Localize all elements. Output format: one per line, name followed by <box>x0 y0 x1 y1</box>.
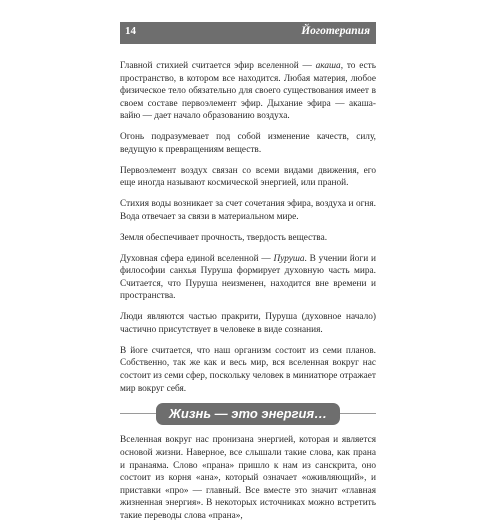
page-number: 14 <box>125 25 136 37</box>
section-banner: Жизнь — это энергия… <box>156 403 340 425</box>
emphasized-term: Пуруша <box>273 253 305 264</box>
text-run: Люди являются частью пракрити, Пуруша (духовное начало) частично присутствует в человеке в виде сознания. <box>120 312 376 335</box>
text-run: Главной стихией считается эфир вселенной — <box>120 61 316 71</box>
text-run: . В учении йоги и философии санхья Пуруша формирует духовную часть мира. Считается, что Пуруша неизменен, находится вне времени и пространства. <box>120 253 376 302</box>
running-title: Йоготерапия <box>301 25 370 37</box>
body-text-after-section <box>120 434 376 522</box>
paragraph <box>120 198 376 223</box>
section-heading <box>120 403 376 425</box>
paragraph <box>120 434 376 522</box>
paragraph <box>120 311 376 336</box>
paragraph <box>120 165 376 190</box>
text-run: Духовная сфера единой вселенной — <box>120 253 274 264</box>
paragraph <box>120 345 376 395</box>
text-run: В йоге считается, что наш организм состоит из семи планов. Собственно, так же как и весь мир, вся вселенная вокруг нас состоит из семи сфер, поскольку человек в миниатюре отражает мир вокруг себя. <box>120 345 376 394</box>
paragraph <box>120 232 376 245</box>
text-run: Первоэлемент воздух связан со всеми видами движения, его еще иногда называют космической энергией, или праной. <box>120 165 376 189</box>
page-body <box>120 60 376 531</box>
text-run: Вселенная вокруг нас пронизана энергией, которая и является основой жизни. Наверное, все слышали такие слова, как прана и пранаяма. Слово «прана» пришло к нам из санскрита, оно состоит из корня «ана», который означает «оживляющий», и приставки «про» — главный. Все вместе это значит «главная жизненная энергия». В некоторых источниках можно встретить такие переводы слова «прана», <box>120 435 376 521</box>
text-run: Земля обеспечивает прочность, твердость вещества. <box>120 232 328 243</box>
paragraph <box>120 253 376 303</box>
page-header-bar <box>120 22 376 44</box>
text-run: Огонь подразумевает под собой изменение качеств, силу, ведущую к превращениям веществ. <box>120 132 376 155</box>
paragraph <box>120 60 376 123</box>
body-text-before-section <box>120 60 376 395</box>
text-run: Стихия воды возникает за счет сочетания эфира, воздуха и огня. Вода отвечает за связи в материальном мире. <box>120 199 376 222</box>
text-run: , то есть пространство, в котором все находится. Любая материя, любое физическое тело обязательно для своего существования имеет в своем составе первоэлемент эфир. Дыхание эфира — акаша-вайю — дает начало образованию воздуха. <box>120 61 376 122</box>
emphasized-term: акаша <box>315 61 341 71</box>
paragraph <box>120 131 376 156</box>
